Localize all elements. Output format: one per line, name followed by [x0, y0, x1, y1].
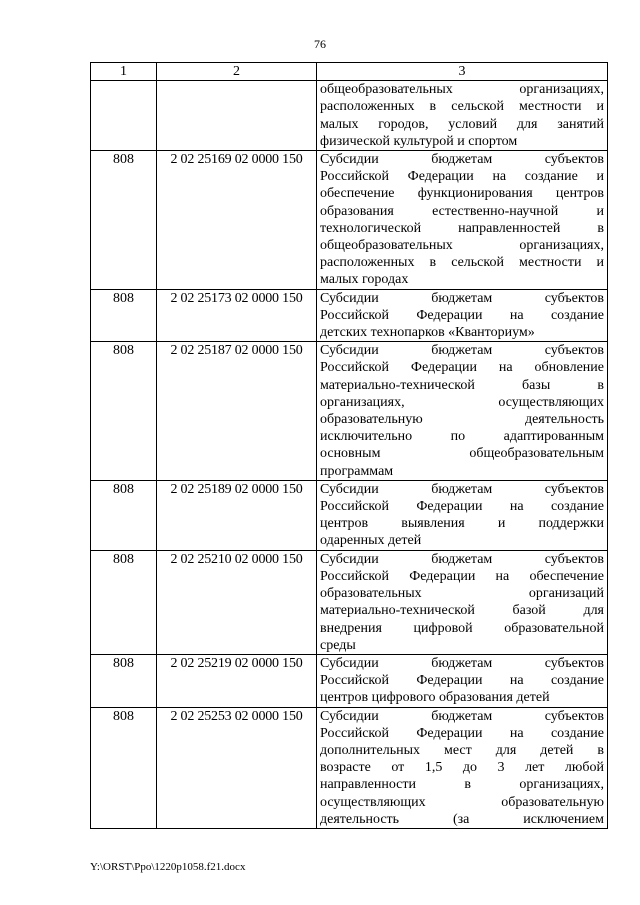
- column-header-1: 1: [91, 63, 157, 81]
- description-line: дополнительных мест для детей в: [320, 742, 604, 758]
- description-line: физической культурой и спортом: [320, 133, 518, 149]
- description-line: организациях, осуществляющих: [320, 394, 604, 410]
- table-row: [91, 151, 608, 290]
- table-row: [91, 81, 608, 151]
- description-line: Субсидии бюджетам субъектов: [320, 481, 604, 497]
- admin-code-cell: 808: [91, 550, 157, 654]
- description-cell: [317, 81, 608, 151]
- description-line: направленности в организациях,: [320, 777, 604, 793]
- budget-code-cell: 2 02 25187 02 0000 150: [157, 342, 317, 481]
- description-line: центров выявления и поддержки: [320, 516, 604, 532]
- description-line: среды: [320, 637, 356, 653]
- description-line: малых городов, условий для занятий: [320, 116, 604, 132]
- description-line: одаренных детей: [320, 533, 422, 549]
- budget-code-cell: 2 02 25253 02 0000 150: [157, 707, 317, 828]
- description-line: деятельность (за исключением: [320, 811, 604, 827]
- description-line: Российской Федерации на обеспечение: [320, 568, 604, 584]
- admin-code-cell: 808: [91, 342, 157, 481]
- table-row: [91, 289, 608, 342]
- description-line: внедрения цифровой образовательной: [320, 620, 604, 636]
- budget-codes-table: [90, 62, 608, 829]
- budget-code-cell: 2 02 25189 02 0000 150: [157, 480, 317, 550]
- admin-code-cell: 808: [91, 654, 157, 707]
- description-line: исключительно по адаптированным: [320, 429, 604, 445]
- description-line: осуществляющих образовательную: [320, 794, 604, 810]
- description-cell: [317, 480, 608, 550]
- budget-code-cell: [157, 81, 317, 151]
- description-line: основным общеобразовательным: [320, 446, 604, 462]
- admin-code-cell: 808: [91, 480, 157, 550]
- description-line: возрасте от 1,5 до 3 лет любой: [320, 760, 604, 776]
- admin-code-cell: 808: [91, 289, 157, 342]
- table-row: [91, 480, 608, 550]
- description-line: Субсидии бюджетам субъектов: [320, 655, 604, 671]
- column-header-3: 3: [317, 63, 608, 81]
- footer-file-path: Y:\ORST\Ppo\1220p1058.f21.docx: [90, 861, 246, 873]
- description-line: материально-технической базы в: [320, 377, 604, 393]
- description-line: обеспечение функционирования центров: [320, 186, 604, 202]
- description-line: общеобразовательных организациях,: [320, 82, 604, 98]
- admin-code-cell: 808: [91, 707, 157, 828]
- table-row: [91, 342, 608, 481]
- table-row: [91, 707, 608, 828]
- admin-code-cell: [91, 81, 157, 151]
- table-header-row: [91, 63, 608, 81]
- description-line: общеобразовательных организациях,: [320, 238, 604, 254]
- description-line: центров цифрового образования детей: [320, 690, 550, 706]
- page-number: 76: [314, 37, 326, 51]
- description-line: Субсидии бюджетам субъектов: [320, 708, 604, 724]
- table-row: [91, 550, 608, 654]
- description-line: программам: [320, 463, 394, 479]
- column-header-2: 2: [157, 63, 317, 81]
- description-line: образования естественно-научной и: [320, 203, 604, 219]
- budget-code-cell: 2 02 25169 02 0000 150: [157, 151, 317, 290]
- description-line: расположенных в сельской местности и: [320, 99, 604, 115]
- description-cell: [317, 550, 608, 654]
- description-line: Российской Федерации на создание: [320, 307, 604, 323]
- admin-code-cell: 808: [91, 151, 157, 290]
- description-line: материально-технической базой для: [320, 603, 604, 619]
- description-line: расположенных в сельской местности и: [320, 255, 604, 271]
- description-cell: [317, 342, 608, 481]
- description-line: Российской Федерации на создание: [320, 725, 604, 741]
- description-cell: [317, 707, 608, 828]
- description-line: Субсидии бюджетам субъектов: [320, 551, 604, 567]
- description-line: Российской Федерации на создание: [320, 499, 604, 515]
- description-line: Российской Федерации на обновление: [320, 360, 604, 376]
- budget-code-cell: 2 02 25173 02 0000 150: [157, 289, 317, 342]
- description-line: детских технопарков «Кванториум»: [320, 325, 535, 341]
- budget-code-cell: 2 02 25219 02 0000 150: [157, 654, 317, 707]
- description-cell: [317, 151, 608, 290]
- description-cell: [317, 289, 608, 342]
- description-line: малых городах: [320, 272, 409, 288]
- description-line: Российской Федерации на создание и: [320, 169, 604, 185]
- description-line: Субсидии бюджетам субъектов: [320, 343, 604, 359]
- description-line: Субсидии бюджетам субъектов: [320, 152, 604, 168]
- description-line: Субсидии бюджетам субъектов: [320, 290, 604, 306]
- description-line: технологической направленностей в: [320, 220, 604, 236]
- table-row: [91, 654, 608, 707]
- description-line: образовательную деятельность: [320, 412, 604, 428]
- budget-code-cell: 2 02 25210 02 0000 150: [157, 550, 317, 654]
- description-line: образовательных организаций: [320, 586, 604, 602]
- description-cell: [317, 654, 608, 707]
- description-line: Российской Федерации на создание: [320, 673, 604, 689]
